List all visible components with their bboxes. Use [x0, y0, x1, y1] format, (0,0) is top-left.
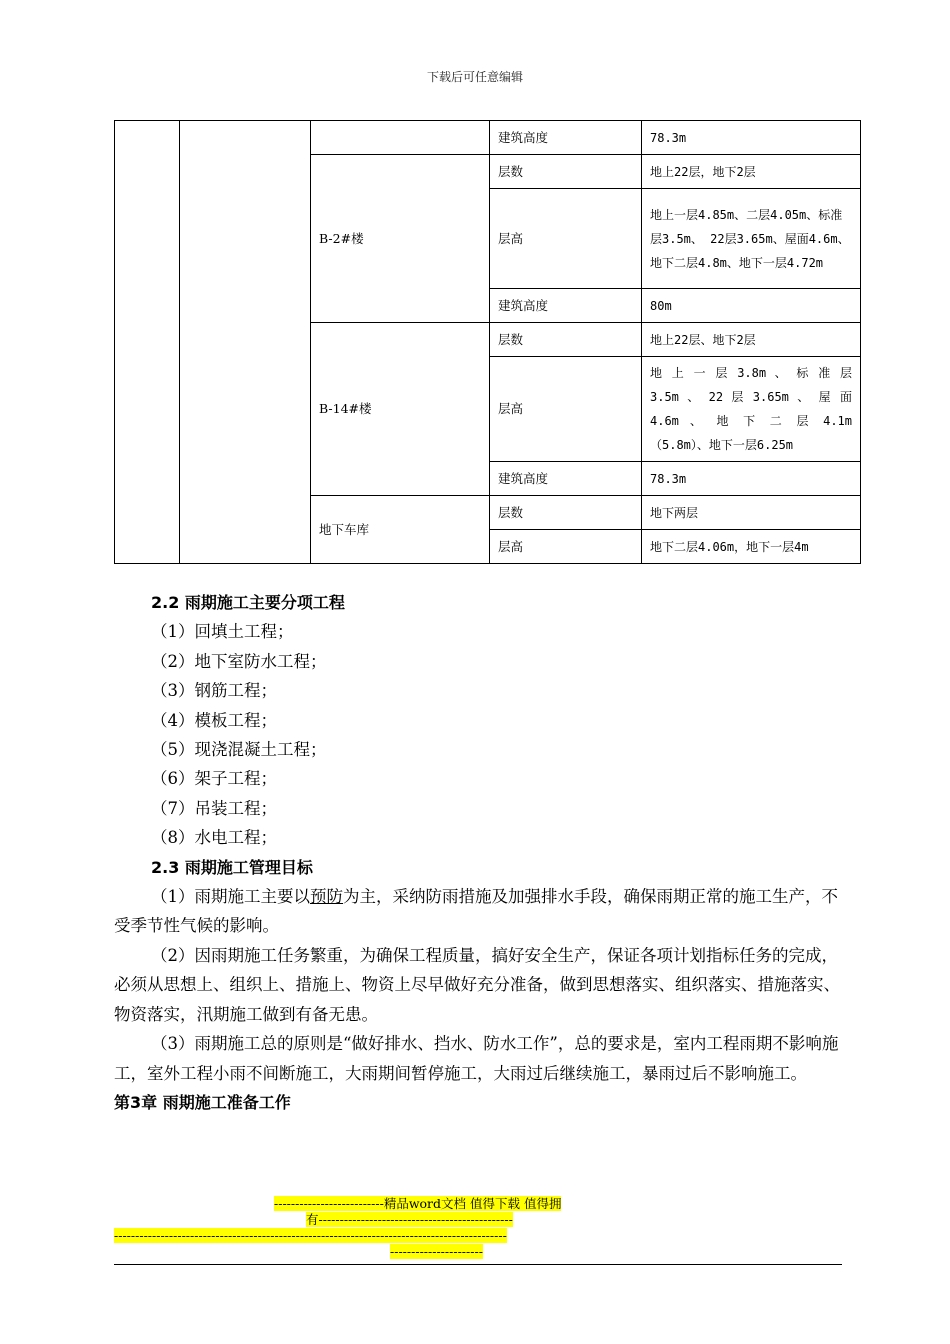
list-item: （2）地下室防水工程； — [151, 651, 327, 671]
table-cell-value: 地上一层4.85m、二层4.05m、标准层3.5m、 22层3.65m、屋面4.6m、地下二层4.8m、地下一层4.72m — [642, 189, 861, 289]
table-cell-value: 78.3m — [642, 121, 861, 155]
table-cell-value: 地下两层 — [642, 496, 861, 530]
list-item: （7）吊装工程； — [151, 798, 277, 818]
table-cell-item: 建筑高度 — [490, 121, 642, 155]
table-cell-item: 层数 — [490, 496, 642, 530]
table-cell-item: 建筑高度 — [490, 462, 642, 496]
table-cell-building: B-2#楼 — [311, 155, 490, 323]
footer-line: ---------------------- — [390, 1244, 483, 1259]
page-footer — [114, 1196, 844, 1260]
list-item: （5）现浇混凝土工程； — [151, 740, 327, 760]
table-cell-value: 地 上 一 层 3.8m 、 标 准 层 3.5m 、 22 层 3.65m 、 屋 面 4.6m 、 地 下 二 层 4.1m（5.8m）、地下一层6.25m — [642, 357, 861, 462]
list-item: （4）模板工程； — [151, 710, 277, 730]
section-heading-2-2: 2.2 雨期施工主要分项工程 — [151, 593, 345, 612]
list-item: （1）回填土工程； — [151, 622, 294, 642]
table-cell-item: 层高 — [490, 530, 642, 564]
paragraph-2: （2）因雨期施工任务繁重，为确保工程质量，搞好安全生产，保证各项计划指标任务的完成，必须从思想上、组织上、措施上、物资上尽早做好充分准备，做到思想落实、组织落实、措施落实、物资落实，汛期施工做到有备无患。 — [114, 945, 840, 1024]
chapter-heading: 第3章 雨期施工准备工作 — [114, 1092, 291, 1112]
table-row — [115, 121, 861, 155]
table-cell-building: 地下车库 — [311, 496, 490, 564]
table-cell-blank-1 — [115, 121, 180, 564]
paragraph-3: （3）雨期施工总的原则是“做好排水、挡水、防水工作”，总的要求是，室内工程雨期不影响施工，室外工程小雨不间断施工，大雨期间暂停施工，大雨过后继续施工，暴雨过后不影响施工。 — [114, 1034, 839, 1083]
list-item: （6）架子工程； — [151, 769, 277, 789]
paragraph-text: 为主，采纳防雨措施及加强排水手段，确保雨期正常的施工生产，不受季节性气候的影响。 — [114, 887, 838, 936]
table-cell-value: 80m — [642, 289, 861, 323]
list-item: （3）钢筋工程； — [151, 681, 277, 701]
section-heading-2-3: 2.3 雨期施工管理目标 — [151, 857, 313, 877]
table-cell-value: 地下二层4.06m，地下一层4m — [642, 530, 861, 564]
table-cell-item: 层数 — [490, 155, 642, 189]
underlined-text: 预防 — [310, 887, 343, 907]
table-cell-building — [311, 121, 490, 155]
table-cell-building: B-14#楼 — [311, 323, 490, 496]
table-cell-item: 层数 — [490, 323, 642, 357]
page-header: 下载后可任意编辑 — [426, 70, 523, 84]
table-cell-blank-2 — [180, 121, 311, 564]
footer-line: --------------------------精品word文档 值得下载 值得拥 — [274, 1196, 562, 1211]
list-item: （8）水电工程； — [151, 828, 277, 848]
table-cell-value: 地上22层，地下2层 — [642, 155, 861, 189]
table-cell-value: 78.3m — [642, 462, 861, 496]
building-spec-table — [114, 120, 861, 564]
footer-rule — [114, 1264, 842, 1265]
document-body — [114, 588, 854, 1117]
table-cell-item: 层高 — [490, 357, 642, 462]
footer-line: 有---------------------------------------------- — [306, 1212, 513, 1227]
table-cell-item: 层高 — [490, 189, 642, 289]
paragraph-1 — [114, 882, 854, 941]
footer-line: --------------------------------------------------------------------------------------------- — [114, 1228, 507, 1243]
paragraph-text: （1）雨期施工主要以 — [151, 887, 310, 907]
table-cell-item: 建筑高度 — [490, 289, 642, 323]
table-cell-value: 地上22层、地下2层 — [642, 323, 861, 357]
